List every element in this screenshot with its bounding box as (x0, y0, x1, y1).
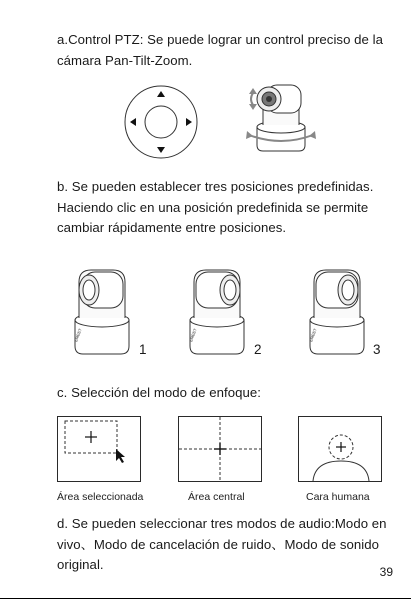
preset-camera-1 (67, 262, 137, 362)
page-bottom-rule (0, 598, 411, 599)
mode-label-center-area: Área central (188, 491, 245, 503)
preset-number-2: 2 (254, 342, 262, 357)
selected-area-focus-icon (57, 416, 141, 482)
dpad-left-arrow-icon (130, 118, 136, 126)
preset-number-1: 1 (139, 342, 147, 357)
mode-label-face: Cara humana (306, 491, 370, 503)
svg-text:EMEET: EMEET (188, 327, 198, 343)
cursor-arrow-icon (116, 449, 125, 463)
svg-text:EMEET: EMEET (308, 327, 318, 343)
center-area-focus-icon (178, 416, 262, 482)
face-focus-icon (298, 416, 382, 482)
section-d-text: d. Se pueden seleccionar tres modos de audio:Modo en vivo、Modo de cancelación de ruido、Modo de sonido original. (57, 516, 387, 572)
preset-camera-2 (182, 262, 252, 362)
page-number: 39 (379, 565, 393, 579)
preset-number-3: 3 (373, 342, 381, 357)
dpad-right-arrow-icon (186, 118, 192, 126)
section-c-text: c. Selección del modo de enfoque: (57, 385, 261, 400)
dpad-up-arrow-icon (157, 91, 165, 97)
section-b-text: b. Se pueden establecer tres posiciones predefinidas. Haciendo clic en una posición predefinida se permite cambiar rápidamente entre posiciones. (57, 179, 374, 235)
section-a-text: a.Control PTZ: Se puede lograr un control preciso de la cámara Pan-Tilt-Zoom. (57, 32, 384, 68)
svg-text:EMEET: EMEET (73, 327, 83, 343)
ptz-direction-pad (121, 82, 201, 167)
preset-camera-3 (302, 262, 372, 362)
ptz-camera-rotation-illustration (243, 75, 318, 160)
dpad-down-arrow-icon (157, 147, 165, 153)
dpad-center-button (145, 106, 177, 138)
mode-label-selected-area: Área seleccionada (57, 491, 144, 503)
